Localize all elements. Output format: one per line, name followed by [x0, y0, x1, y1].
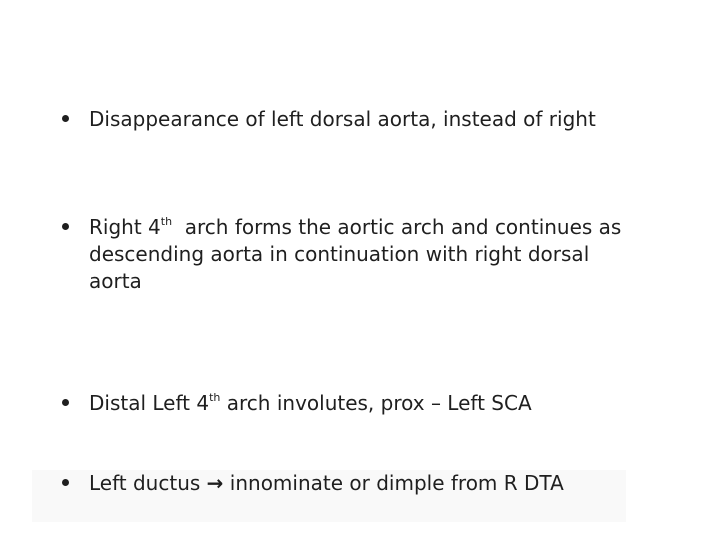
- ordinal-superscript: th: [209, 391, 221, 404]
- bullet-text-start: Distal Left 4: [89, 391, 210, 415]
- bullet-text-end: arch involutes, prox – Left SCA: [220, 391, 532, 415]
- bullet-icon: [62, 115, 69, 122]
- bullet-text-start: Left ductus: [89, 471, 207, 495]
- bullet-text: [89, 390, 622, 417]
- bullet-text: Disappearance of left dorsal aorta, instead of right: [89, 107, 596, 131]
- bullet-text-end: arch forms the aortic arch and continues as descending aorta in continuation with right dorsal aorta: [89, 215, 628, 293]
- bullet-item-right-4th-arch: [62, 214, 628, 295]
- bullet-item-distal-left-4th-arch: [62, 390, 622, 417]
- bullet-text: [89, 214, 628, 295]
- right-arrow-icon: →: [206, 471, 224, 495]
- ordinal-superscript: th: [160, 215, 173, 228]
- bullet-item-left-ductus: [62, 470, 622, 497]
- bullet-icon: [62, 479, 69, 486]
- bullet-icon: [62, 399, 69, 406]
- bullet-icon: [62, 223, 69, 230]
- bullet-text-start: Right 4: [89, 215, 161, 239]
- bullet-text-end: innominate or dimple from R DTA: [223, 471, 564, 495]
- bullet-item-left-dorsal-aorta: [62, 106, 622, 133]
- bullet-text: [89, 470, 622, 497]
